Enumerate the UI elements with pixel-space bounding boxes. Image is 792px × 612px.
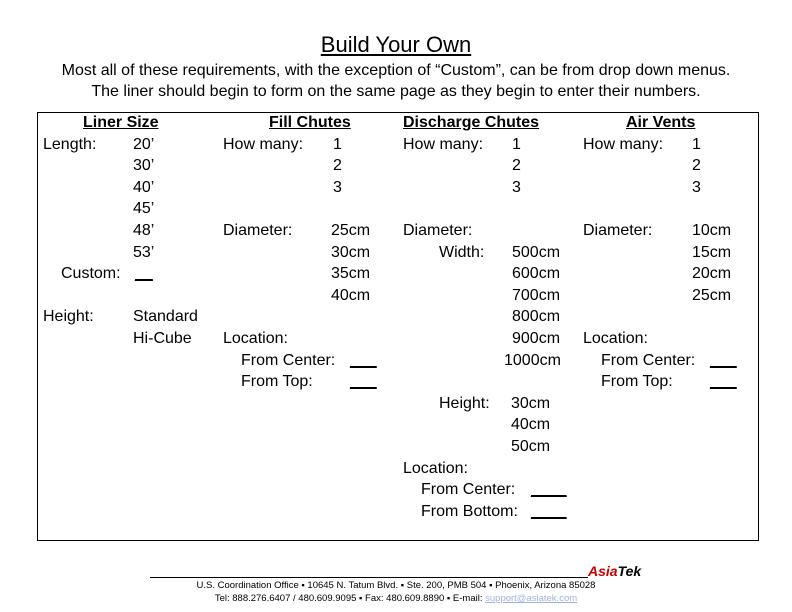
asiatek-logo [588, 563, 641, 579]
discharge-width-option[interactable]: 500cm [512, 244, 561, 261]
vents-how-many-label: How many: [583, 136, 664, 153]
vents-diameter-label: Diameter: [583, 222, 653, 239]
vents-from-top-label: From Top: [601, 373, 673, 390]
fill-from-center-label: From Center: [241, 352, 336, 369]
discharge-count-option[interactable]: 1 [512, 136, 521, 153]
height-label: Height: [43, 308, 94, 325]
email-link[interactable]: support@asiatek.com [485, 593, 578, 604]
fill-diameter-option[interactable]: 35cm [331, 265, 371, 282]
footer-address: U.S. Coordination Office ▪ 10645 N. Tatum Blvd. ▪ Ste. 200, PMB 504 ▪ Phoenix, Arizona 85028 [196, 580, 596, 591]
discharge-heading: Discharge Chutes [403, 114, 540, 131]
fill-diameter-option[interactable]: 30cm [331, 244, 371, 261]
vents-count-option[interactable]: 2 [692, 157, 701, 174]
discharge-height-option[interactable]: 40cm [511, 416, 551, 433]
length-option[interactable]: 40’ [133, 179, 155, 196]
fill-count-option[interactable]: 1 [333, 136, 342, 153]
intro-line: Most all of these requirements, with the exception of “Custom”, can be from drop down menus. [61, 62, 731, 79]
vents-location-label: Location: [583, 330, 648, 347]
vents-diameter-option[interactable]: 25cm [692, 287, 732, 304]
vents-from-center-field[interactable]: ___ [710, 352, 737, 369]
intro-line: The liner should begin to form on the same page as they begin to enter their numbers. [91, 83, 701, 100]
vents-count-option[interactable]: 1 [692, 136, 701, 153]
fill-how-many-label: How many: [223, 136, 304, 153]
discharge-height-option[interactable]: 30cm [511, 395, 551, 412]
discharge-height-option[interactable]: 50cm [511, 438, 551, 455]
fill-diameter-option[interactable]: 25cm [331, 222, 371, 239]
discharge-width-option[interactable]: 1000cm [504, 352, 561, 369]
discharge-from-bottom-field[interactable]: ____ [531, 503, 567, 520]
logo-tek: Tek [617, 563, 642, 579]
footer-rule [150, 577, 588, 578]
discharge-count-option[interactable]: 3 [512, 179, 521, 196]
vents-diameter-option[interactable]: 15cm [692, 244, 732, 261]
fill-heading: Fill Chutes [269, 114, 351, 131]
vents-diameter-option[interactable]: 20cm [692, 265, 732, 282]
discharge-width-option[interactable]: 800cm [512, 308, 561, 325]
discharge-from-center-field[interactable]: ____ [531, 481, 567, 498]
discharge-diameter-label: Diameter: [403, 222, 473, 239]
discharge-width-label: Width: [439, 244, 485, 261]
footer-contact [0, 593, 792, 604]
fill-from-top-field[interactable]: ___ [350, 373, 377, 390]
fill-diameter-option[interactable]: 40cm [331, 287, 371, 304]
length-option[interactable]: 53’ [133, 244, 155, 261]
length-option[interactable]: 20’ [133, 136, 155, 153]
discharge-width-option[interactable]: 700cm [512, 287, 561, 304]
length-option[interactable]: 45’ [133, 200, 155, 217]
fill-from-center-field[interactable]: ___ [350, 352, 377, 369]
vents-count-option[interactable]: 3 [692, 179, 701, 196]
page-title: Build Your Own [320, 32, 472, 57]
length-option[interactable]: 48’ [133, 222, 155, 239]
custom-label: Custom: [61, 265, 121, 282]
vents-diameter-option[interactable]: 10cm [692, 222, 732, 239]
height-option[interactable]: Hi-Cube [133, 330, 192, 347]
length-label: Length: [43, 136, 97, 153]
custom-length-field[interactable]: __ [135, 265, 153, 282]
fill-from-top-label: From Top: [241, 373, 313, 390]
logo-asia: Asia [588, 563, 618, 579]
fill-diameter-label: Diameter: [223, 222, 293, 239]
vents-from-top-field[interactable]: ___ [710, 373, 737, 390]
contact-text: Tel: 888.276.6407 / 480.609.9095 ▪ Fax: 480.609.8890 ▪ E-mail: [214, 593, 486, 604]
discharge-count-option[interactable]: 2 [512, 157, 521, 174]
discharge-width-option[interactable]: 900cm [512, 330, 561, 347]
fill-location-label: Location: [223, 330, 288, 347]
vents-from-center-label: From Center: [601, 352, 696, 369]
fill-count-option[interactable]: 3 [333, 179, 342, 196]
liner-heading: Liner Size [83, 114, 159, 131]
discharge-height-label: Height: [439, 395, 490, 412]
discharge-from-center-label: From Center: [421, 481, 516, 498]
discharge-from-bottom-label: From Bottom: [421, 503, 518, 520]
discharge-width-option[interactable]: 600cm [512, 265, 561, 282]
length-option[interactable]: 30’ [133, 157, 155, 174]
discharge-location-label: Location: [403, 460, 468, 477]
fill-count-option[interactable]: 2 [333, 157, 342, 174]
height-option[interactable]: Standard [133, 308, 198, 325]
vents-heading: Air Vents [626, 114, 696, 131]
discharge-how-many-label: How many: [403, 136, 484, 153]
